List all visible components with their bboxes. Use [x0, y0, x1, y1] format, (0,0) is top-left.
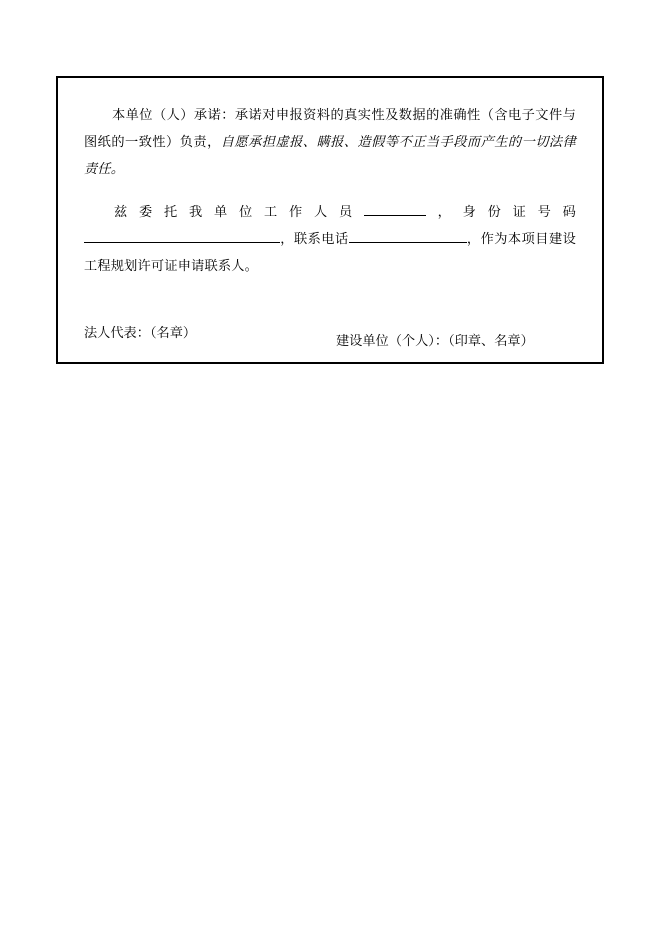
- id-number-blank[interactable]: [84, 230, 280, 244]
- authorization-paragraph: [84, 199, 576, 280]
- authorization-text-part1: 兹委托我单位工作人员: [114, 205, 364, 221]
- commitment-box-content: [58, 78, 602, 350]
- paragraph-spacer: [84, 183, 576, 199]
- construction-unit-label: 建设单位（个人）：（印章、名章）: [336, 334, 534, 350]
- authorization-text-part4: ，作为本项目建设工程规划许可证申请联系人。: [84, 232, 576, 275]
- commitment-text-prefix: 本单位（人）承诺：承诺对申报资料的真实性及数据的准确性（含电子文件与图纸的一致性）负责，: [84, 108, 576, 151]
- authorization-text-part2: ，身份证号码: [426, 205, 576, 221]
- commitment-paragraph: [84, 102, 576, 183]
- phone-number-blank[interactable]: [349, 230, 467, 244]
- authorization-text-part3: ，联系电话: [280, 232, 349, 248]
- signature-row: [84, 322, 576, 350]
- commitment-text-italic: 自愿承担虚报、瞒报、造假等不正当手段而产生的一切法律责任。: [84, 135, 576, 178]
- staff-name-blank[interactable]: [364, 203, 426, 217]
- commitment-box: [56, 76, 604, 364]
- legal-representative-label: 法人代表：（名章）: [84, 326, 197, 342]
